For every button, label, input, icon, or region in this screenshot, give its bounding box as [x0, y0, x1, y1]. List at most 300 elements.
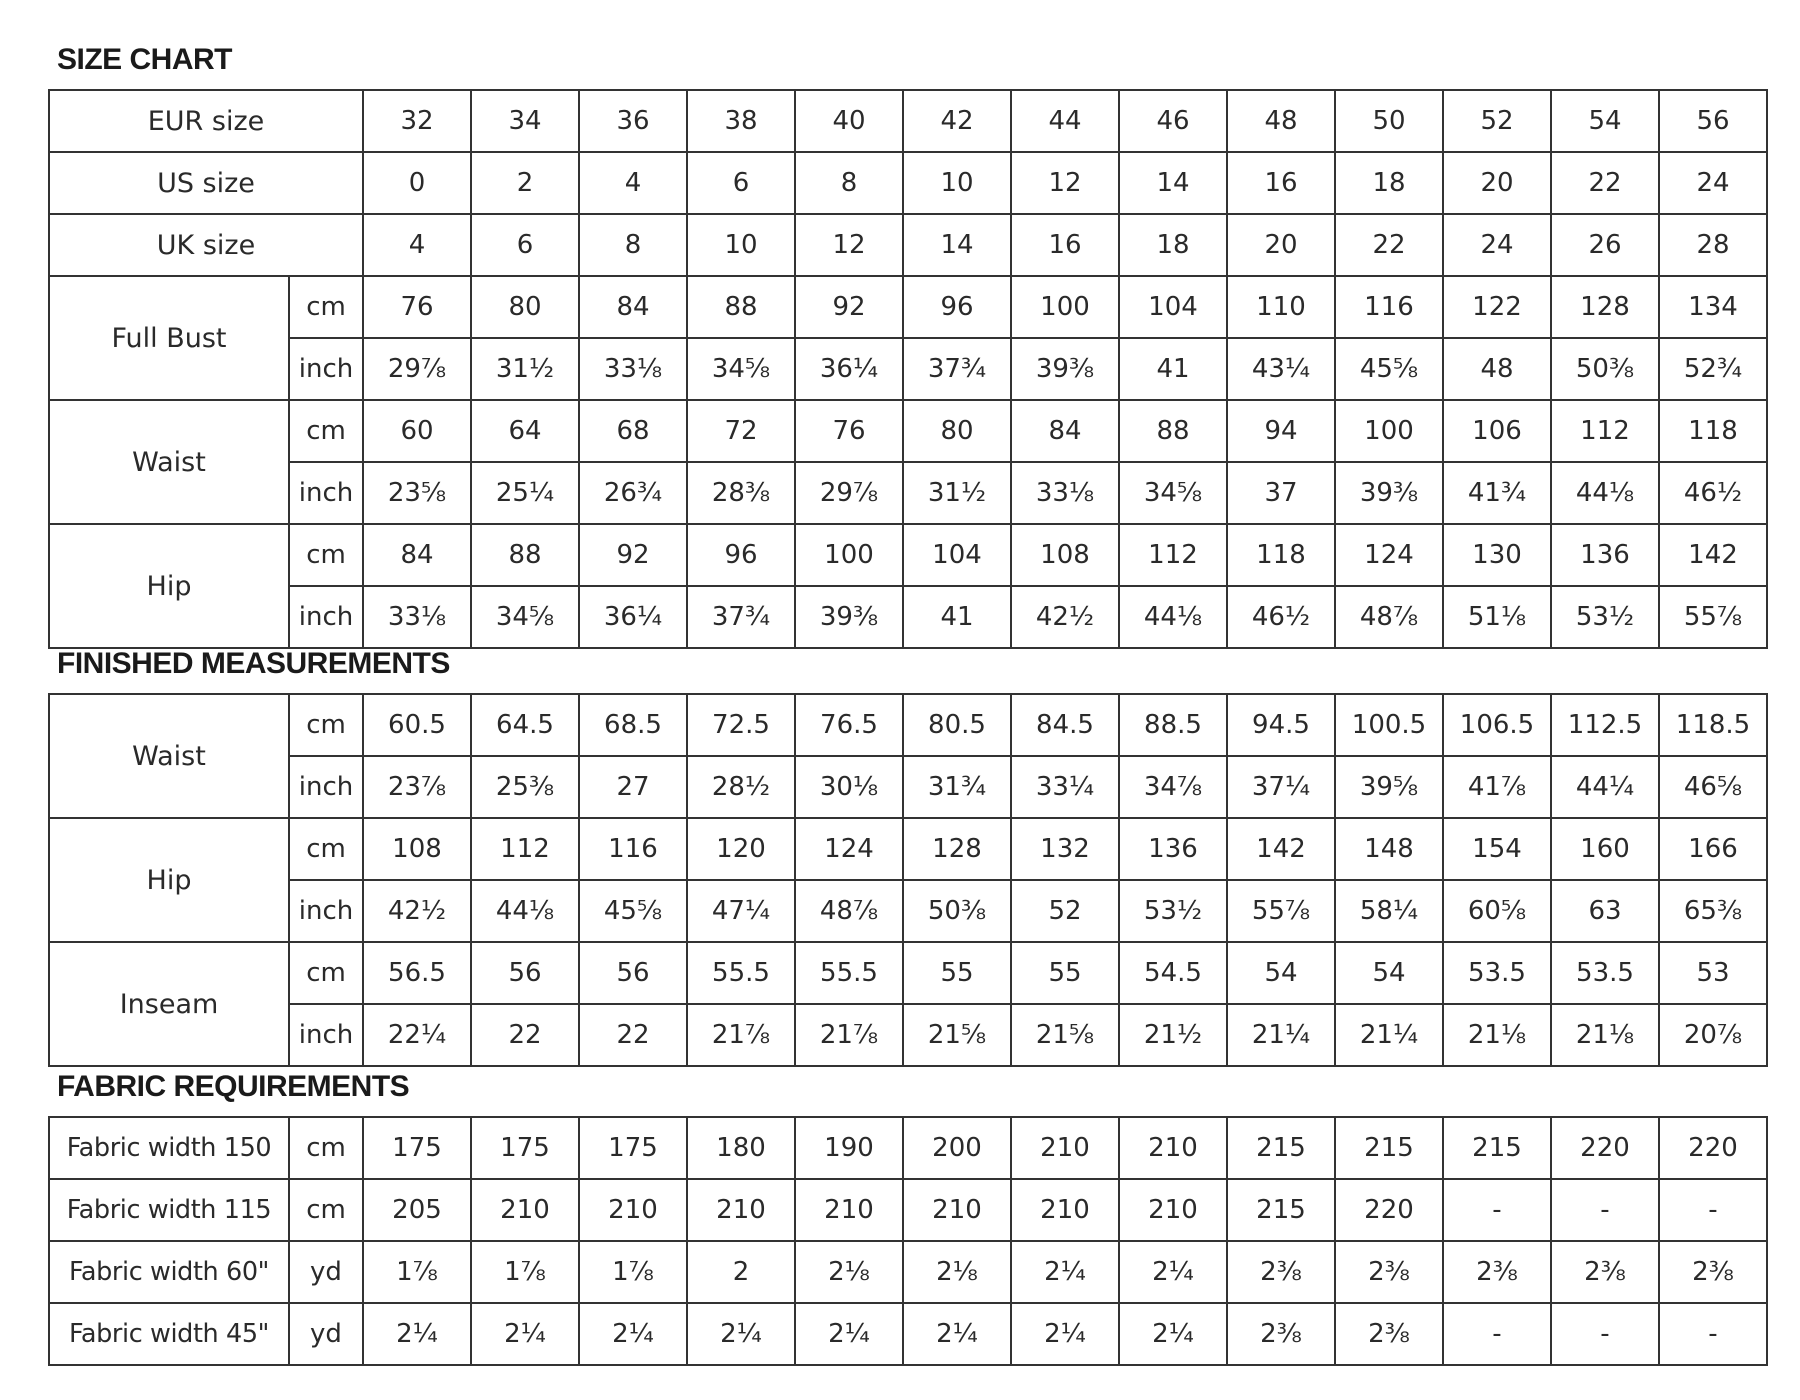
value-cell: 46½: [1227, 586, 1335, 648]
table-row: [49, 880, 1767, 942]
value-cell: 118: [1659, 400, 1767, 462]
unit-label: cm: [289, 400, 363, 462]
value-cell: 23⅞: [363, 756, 471, 818]
value-cell: 72.5: [687, 694, 795, 756]
value-cell: -: [1443, 1303, 1551, 1365]
fabric-width-label: Fabric width 45": [49, 1303, 289, 1365]
value-cell: 44⅛: [1119, 586, 1227, 648]
value-cell: 21⅝: [1011, 1004, 1119, 1066]
value-cell: 21⅛: [1443, 1004, 1551, 1066]
value-cell: 48: [1443, 338, 1551, 400]
value-cell: 31¾: [903, 756, 1011, 818]
value-cell: 88: [471, 524, 579, 586]
value-cell: 50⅜: [1551, 338, 1659, 400]
value-cell: 12: [795, 214, 903, 276]
value-cell: 128: [903, 818, 1011, 880]
measurement-label: Hip: [49, 818, 289, 942]
fabric-requirements-table: [48, 1116, 1768, 1366]
value-cell: 142: [1227, 818, 1335, 880]
value-cell: 60.5: [363, 694, 471, 756]
value-cell: 2: [471, 152, 579, 214]
value-cell: 210: [471, 1179, 579, 1241]
value-cell: 94.5: [1227, 694, 1335, 756]
value-cell: 63: [1551, 880, 1659, 942]
size-system-label: UK size: [49, 214, 363, 276]
value-cell: 29⅞: [795, 462, 903, 524]
value-cell: 14: [1119, 152, 1227, 214]
value-cell: -: [1551, 1179, 1659, 1241]
value-cell: 21¼: [1335, 1004, 1443, 1066]
unit-label: cm: [289, 694, 363, 756]
value-cell: 175: [363, 1117, 471, 1179]
value-cell: 21⅝: [903, 1004, 1011, 1066]
table-row: [49, 942, 1767, 1004]
table-row: [49, 756, 1767, 818]
value-cell: 6: [471, 214, 579, 276]
value-cell: 68: [579, 400, 687, 462]
value-cell: 180: [687, 1117, 795, 1179]
value-cell: 28½: [687, 756, 795, 818]
fabric-width-label: Fabric width 150: [49, 1117, 289, 1179]
value-cell: 55: [903, 942, 1011, 1004]
value-cell: 2¼: [903, 1303, 1011, 1365]
value-cell: 210: [579, 1179, 687, 1241]
table-row: [49, 152, 1767, 214]
value-cell: 2⅜: [1659, 1241, 1767, 1303]
value-cell: 54: [1551, 90, 1659, 152]
value-cell: 215: [1335, 1117, 1443, 1179]
table-row: [49, 1004, 1767, 1066]
value-cell: 14: [903, 214, 1011, 276]
value-cell: 2⅜: [1443, 1241, 1551, 1303]
value-cell: 39⅝: [1335, 756, 1443, 818]
value-cell: 45⅝: [1335, 338, 1443, 400]
value-cell: 100.5: [1335, 694, 1443, 756]
fabric-width-label: Fabric width 115: [49, 1179, 289, 1241]
value-cell: 72: [687, 400, 795, 462]
value-cell: 22: [1335, 214, 1443, 276]
value-cell: 112: [1551, 400, 1659, 462]
value-cell: 25⅜: [471, 756, 579, 818]
value-cell: 2¼: [1011, 1241, 1119, 1303]
value-cell: 43¼: [1227, 338, 1335, 400]
value-cell: 88: [687, 276, 795, 338]
value-cell: 104: [1119, 276, 1227, 338]
value-cell: 34⅝: [1119, 462, 1227, 524]
value-cell: 50: [1335, 90, 1443, 152]
value-cell: 56: [579, 942, 687, 1004]
value-cell: 25¼: [471, 462, 579, 524]
value-cell: 96: [903, 276, 1011, 338]
value-cell: 48⅞: [1335, 586, 1443, 648]
value-cell: 1⅞: [471, 1241, 579, 1303]
fabric-requirements-title: FABRIC REQUIREMENTS: [57, 1070, 410, 1103]
value-cell: 215: [1227, 1179, 1335, 1241]
value-cell: 33¼: [1011, 756, 1119, 818]
value-cell: 134: [1659, 276, 1767, 338]
value-cell: 41¾: [1443, 462, 1551, 524]
value-cell: 118.5: [1659, 694, 1767, 756]
value-cell: 8: [579, 214, 687, 276]
value-cell: 84.5: [1011, 694, 1119, 756]
value-cell: 39⅜: [1011, 338, 1119, 400]
value-cell: 112.5: [1551, 694, 1659, 756]
value-cell: 56.5: [363, 942, 471, 1004]
value-cell: 112: [1119, 524, 1227, 586]
value-cell: 54: [1335, 942, 1443, 1004]
value-cell: 96: [687, 524, 795, 586]
value-cell: 76: [795, 400, 903, 462]
unit-label: inch: [289, 1004, 363, 1066]
value-cell: -: [1659, 1179, 1767, 1241]
value-cell: 2¼: [579, 1303, 687, 1365]
value-cell: 60: [363, 400, 471, 462]
value-cell: 80.5: [903, 694, 1011, 756]
value-cell: 30⅛: [795, 756, 903, 818]
value-cell: 22: [579, 1004, 687, 1066]
value-cell: 36: [579, 90, 687, 152]
value-cell: 84: [363, 524, 471, 586]
value-cell: 20: [1443, 152, 1551, 214]
value-cell: 56: [471, 942, 579, 1004]
value-cell: 34⅞: [1119, 756, 1227, 818]
value-cell: 16: [1227, 152, 1335, 214]
value-cell: 124: [795, 818, 903, 880]
value-cell: 41⅞: [1443, 756, 1551, 818]
size-system-label: EUR size: [49, 90, 363, 152]
unit-label: cm: [289, 1117, 363, 1179]
value-cell: 34⅝: [471, 586, 579, 648]
value-cell: 120: [687, 818, 795, 880]
value-cell: 53½: [1119, 880, 1227, 942]
value-cell: 130: [1443, 524, 1551, 586]
value-cell: 0: [363, 152, 471, 214]
value-cell: 21¼: [1227, 1004, 1335, 1066]
value-cell: 52: [1443, 90, 1551, 152]
value-cell: 64.5: [471, 694, 579, 756]
value-cell: 100: [1335, 400, 1443, 462]
value-cell: 58¼: [1335, 880, 1443, 942]
value-cell: 76.5: [795, 694, 903, 756]
value-cell: 36¼: [795, 338, 903, 400]
value-cell: 136: [1119, 818, 1227, 880]
measurement-label: Inseam: [49, 942, 289, 1066]
table-row: [49, 400, 1767, 462]
value-cell: 20⅞: [1659, 1004, 1767, 1066]
value-cell: 80: [471, 276, 579, 338]
value-cell: -: [1443, 1179, 1551, 1241]
value-cell: 18: [1119, 214, 1227, 276]
value-cell: 27: [579, 756, 687, 818]
value-cell: 54: [1227, 942, 1335, 1004]
value-cell: 154: [1443, 818, 1551, 880]
unit-label: inch: [289, 880, 363, 942]
value-cell: 22: [1551, 152, 1659, 214]
value-cell: 220: [1659, 1117, 1767, 1179]
value-cell: 18: [1335, 152, 1443, 214]
value-cell: 52: [1011, 880, 1119, 942]
value-cell: 44: [1011, 90, 1119, 152]
value-cell: 122: [1443, 276, 1551, 338]
value-cell: 22: [471, 1004, 579, 1066]
value-cell: 31½: [903, 462, 1011, 524]
unit-label: cm: [289, 942, 363, 1004]
value-cell: 68.5: [579, 694, 687, 756]
value-cell: -: [1551, 1303, 1659, 1365]
value-cell: 55.5: [687, 942, 795, 1004]
value-cell: 36¼: [579, 586, 687, 648]
fabric-width-label: Fabric width 60": [49, 1241, 289, 1303]
value-cell: 220: [1335, 1179, 1443, 1241]
value-cell: 10: [687, 214, 795, 276]
value-cell: 106: [1443, 400, 1551, 462]
value-cell: 33⅛: [363, 586, 471, 648]
table-row: [49, 694, 1767, 756]
value-cell: 80: [903, 400, 1011, 462]
value-cell: 1⅞: [579, 1241, 687, 1303]
value-cell: 94: [1227, 400, 1335, 462]
value-cell: 2⅜: [1335, 1241, 1443, 1303]
value-cell: 2⅛: [795, 1241, 903, 1303]
value-cell: 37¾: [903, 338, 1011, 400]
value-cell: 136: [1551, 524, 1659, 586]
value-cell: 44⅛: [1551, 462, 1659, 524]
unit-label: inch: [289, 462, 363, 524]
value-cell: 54.5: [1119, 942, 1227, 1004]
value-cell: 8: [795, 152, 903, 214]
value-cell: 2¼: [687, 1303, 795, 1365]
value-cell: 45⅝: [579, 880, 687, 942]
value-cell: 33⅛: [579, 338, 687, 400]
value-cell: 55⅞: [1227, 880, 1335, 942]
unit-label: cm: [289, 276, 363, 338]
unit-label: inch: [289, 756, 363, 818]
value-cell: 2⅜: [1227, 1241, 1335, 1303]
value-cell: 22¼: [363, 1004, 471, 1066]
value-cell: 42½: [1011, 586, 1119, 648]
value-cell: 2⅜: [1335, 1303, 1443, 1365]
value-cell: 88: [1119, 400, 1227, 462]
value-cell: 44⅛: [471, 880, 579, 942]
value-cell: 2¼: [1119, 1303, 1227, 1365]
value-cell: 84: [1011, 400, 1119, 462]
value-cell: 60⅝: [1443, 880, 1551, 942]
value-cell: 128: [1551, 276, 1659, 338]
value-cell: 2¼: [795, 1303, 903, 1365]
value-cell: 1⅞: [363, 1241, 471, 1303]
table-row: [49, 1303, 1767, 1365]
value-cell: 2⅜: [1551, 1241, 1659, 1303]
value-cell: 21⅛: [1551, 1004, 1659, 1066]
value-cell: 2¼: [363, 1303, 471, 1365]
value-cell: 215: [1227, 1117, 1335, 1179]
value-cell: 51⅛: [1443, 586, 1551, 648]
value-cell: 42½: [363, 880, 471, 942]
value-cell: 210: [903, 1179, 1011, 1241]
value-cell: 112: [471, 818, 579, 880]
value-cell: 46⅝: [1659, 756, 1767, 818]
value-cell: 116: [579, 818, 687, 880]
value-cell: 175: [471, 1117, 579, 1179]
value-cell: 108: [1011, 524, 1119, 586]
value-cell: 108: [363, 818, 471, 880]
value-cell: 29⅞: [363, 338, 471, 400]
unit-label: inch: [289, 586, 363, 648]
value-cell: 55.5: [795, 942, 903, 1004]
value-cell: 37: [1227, 462, 1335, 524]
value-cell: 33⅛: [1011, 462, 1119, 524]
value-cell: 116: [1335, 276, 1443, 338]
value-cell: 210: [1119, 1117, 1227, 1179]
table-row: [49, 90, 1767, 152]
value-cell: 2⅜: [1227, 1303, 1335, 1365]
value-cell: 100: [1011, 276, 1119, 338]
value-cell: 34: [471, 90, 579, 152]
value-cell: 40: [795, 90, 903, 152]
value-cell: 41: [1119, 338, 1227, 400]
size-chart-table: [48, 89, 1768, 649]
value-cell: 53: [1659, 942, 1767, 1004]
value-cell: 100: [795, 524, 903, 586]
value-cell: 220: [1551, 1117, 1659, 1179]
value-cell: 26¾: [579, 462, 687, 524]
value-cell: 2¼: [1119, 1241, 1227, 1303]
unit-label: yd: [289, 1241, 363, 1303]
value-cell: 21⅞: [687, 1004, 795, 1066]
value-cell: 21⅞: [795, 1004, 903, 1066]
table-row: [49, 214, 1767, 276]
table-row: [49, 1241, 1767, 1303]
value-cell: 106.5: [1443, 694, 1551, 756]
value-cell: 88.5: [1119, 694, 1227, 756]
value-cell: 2¼: [1011, 1303, 1119, 1365]
value-cell: 12: [1011, 152, 1119, 214]
value-cell: 210: [1011, 1117, 1119, 1179]
value-cell: 160: [1551, 818, 1659, 880]
size-chart-title: SIZE CHART: [57, 43, 232, 76]
value-cell: 104: [903, 524, 1011, 586]
measurement-label: Waist: [49, 694, 289, 818]
value-cell: 215: [1443, 1117, 1551, 1179]
value-cell: 6: [687, 152, 795, 214]
value-cell: 28: [1659, 214, 1767, 276]
value-cell: 31½: [471, 338, 579, 400]
unit-label: yd: [289, 1303, 363, 1365]
value-cell: 48⅞: [795, 880, 903, 942]
value-cell: 10: [903, 152, 1011, 214]
value-cell: 56: [1659, 90, 1767, 152]
table-row: [49, 818, 1767, 880]
value-cell: 46: [1119, 90, 1227, 152]
value-cell: 50⅜: [903, 880, 1011, 942]
value-cell: 53½: [1551, 586, 1659, 648]
value-cell: 55: [1011, 942, 1119, 1004]
table-row: [49, 462, 1767, 524]
table-row: [49, 586, 1767, 648]
unit-label: cm: [289, 524, 363, 586]
unit-label: cm: [289, 818, 363, 880]
value-cell: 84: [579, 276, 687, 338]
value-cell: 47¼: [687, 880, 795, 942]
value-cell: 21½: [1119, 1004, 1227, 1066]
value-cell: 190: [795, 1117, 903, 1179]
value-cell: 200: [903, 1117, 1011, 1179]
value-cell: 37¾: [687, 586, 795, 648]
value-cell: 124: [1335, 524, 1443, 586]
value-cell: 2: [687, 1241, 795, 1303]
measurement-label: Hip: [49, 524, 289, 648]
value-cell: 210: [795, 1179, 903, 1241]
value-cell: 38: [687, 90, 795, 152]
value-cell: 65⅜: [1659, 880, 1767, 942]
value-cell: 76: [363, 276, 471, 338]
value-cell: 92: [579, 524, 687, 586]
value-cell: 132: [1011, 818, 1119, 880]
value-cell: 2⅛: [903, 1241, 1011, 1303]
value-cell: 34⅝: [687, 338, 795, 400]
finished-measurements-title: FINISHED MEASUREMENTS: [57, 647, 450, 680]
value-cell: 32: [363, 90, 471, 152]
finished-measurements-table: [48, 693, 1768, 1067]
value-cell: 46½: [1659, 462, 1767, 524]
value-cell: 23⅝: [363, 462, 471, 524]
value-cell: 142: [1659, 524, 1767, 586]
value-cell: 166: [1659, 818, 1767, 880]
value-cell: 20: [1227, 214, 1335, 276]
value-cell: 28⅜: [687, 462, 795, 524]
value-cell: 210: [687, 1179, 795, 1241]
value-cell: 2¼: [471, 1303, 579, 1365]
value-cell: 44¼: [1551, 756, 1659, 818]
value-cell: 118: [1227, 524, 1335, 586]
value-cell: 148: [1335, 818, 1443, 880]
measurement-label: Full Bust: [49, 276, 289, 400]
measurement-label: Waist: [49, 400, 289, 524]
value-cell: 52¾: [1659, 338, 1767, 400]
value-cell: 4: [363, 214, 471, 276]
unit-label: inch: [289, 338, 363, 400]
size-system-label: US size: [49, 152, 363, 214]
table-row: [49, 276, 1767, 338]
table-row: [49, 524, 1767, 586]
value-cell: 24: [1443, 214, 1551, 276]
value-cell: 39⅜: [795, 586, 903, 648]
value-cell: 210: [1011, 1179, 1119, 1241]
table-row: [49, 1179, 1767, 1241]
value-cell: 39⅜: [1335, 462, 1443, 524]
value-cell: 64: [471, 400, 579, 462]
value-cell: 175: [579, 1117, 687, 1179]
value-cell: 48: [1227, 90, 1335, 152]
value-cell: 210: [1119, 1179, 1227, 1241]
value-cell: 53.5: [1551, 942, 1659, 1004]
value-cell: 92: [795, 276, 903, 338]
value-cell: 110: [1227, 276, 1335, 338]
value-cell: 41: [903, 586, 1011, 648]
unit-label: cm: [289, 1179, 363, 1241]
table-row: [49, 1117, 1767, 1179]
value-cell: 24: [1659, 152, 1767, 214]
value-cell: 53.5: [1443, 942, 1551, 1004]
value-cell: 4: [579, 152, 687, 214]
value-cell: 26: [1551, 214, 1659, 276]
value-cell: -: [1659, 1303, 1767, 1365]
value-cell: 42: [903, 90, 1011, 152]
value-cell: 205: [363, 1179, 471, 1241]
table-row: [49, 338, 1767, 400]
value-cell: 55⅞: [1659, 586, 1767, 648]
value-cell: 16: [1011, 214, 1119, 276]
